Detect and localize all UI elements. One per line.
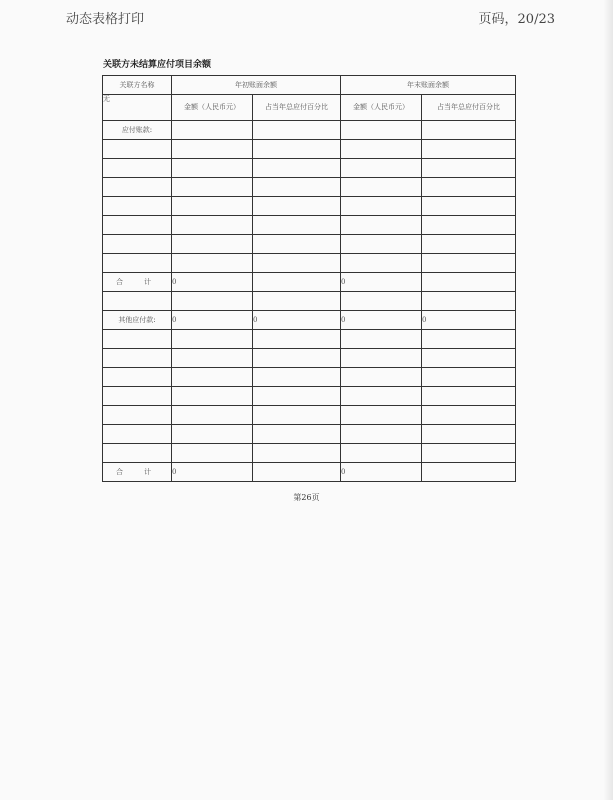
total-end-amount-other: 0 — [341, 463, 422, 482]
party-name-cell: 无 — [103, 95, 172, 121]
page-number: 第26页 — [293, 493, 320, 502]
total-begin-amount-other: 0 — [172, 463, 253, 482]
section-label-accounts-payable: 应付账款: — [103, 121, 172, 140]
table-row — [103, 254, 516, 273]
other-begin-amount: 0 — [172, 311, 253, 330]
subheader-begin-amount: 金额（人民币元） — [172, 95, 253, 121]
other-begin-percent: 0 — [253, 311, 341, 330]
table-row — [103, 444, 516, 463]
table-cell — [253, 273, 341, 292]
header-page-indicator: 页码，20/23 — [478, 12, 555, 27]
total-begin-amount-ap: 0 — [172, 273, 253, 292]
table-row — [103, 406, 516, 425]
table-row — [103, 159, 516, 178]
table-row — [103, 235, 516, 254]
table-cell — [253, 463, 341, 482]
other-end-percent: 0 — [422, 311, 516, 330]
table-cell — [422, 273, 516, 292]
table-title: 关联方未结算应付项目余额 — [103, 60, 212, 70]
table-cell — [341, 121, 422, 140]
col-header-party: 关联方名称 — [103, 76, 172, 95]
table-row — [103, 368, 516, 387]
subheader-end-percent: 占当年总应付百分比 — [422, 95, 516, 121]
col-header-end-balance: 年末账面余额 — [341, 76, 516, 95]
table-row — [103, 292, 516, 311]
col-header-begin-balance: 年初账面余额 — [172, 76, 341, 95]
total-label-other-payables: 合 计 — [103, 463, 172, 482]
header-left-title: 动态表格打印 — [66, 12, 145, 27]
scan-edge-shadow — [603, 0, 613, 800]
table-row — [103, 216, 516, 235]
section-label-other-payables: 其他应付款: — [103, 311, 172, 330]
other-end-amount: 0 — [341, 311, 422, 330]
table-cell — [172, 121, 253, 140]
table-row — [103, 178, 516, 197]
table-row — [103, 330, 516, 349]
table-row — [103, 140, 516, 159]
table-cell — [422, 121, 516, 140]
table-row — [103, 349, 516, 368]
table-row — [103, 387, 516, 406]
table-row — [103, 425, 516, 444]
total-label-accounts-payable: 合 计 — [103, 273, 172, 292]
total-end-amount-ap: 0 — [341, 273, 422, 292]
table-cell — [422, 463, 516, 482]
table-cell — [253, 121, 341, 140]
subheader-end-amount: 金额（人民币元） — [341, 95, 422, 121]
subheader-begin-percent: 占当年总应付百分比 — [253, 95, 341, 121]
payables-table — [102, 75, 516, 482]
table-row — [103, 197, 516, 216]
